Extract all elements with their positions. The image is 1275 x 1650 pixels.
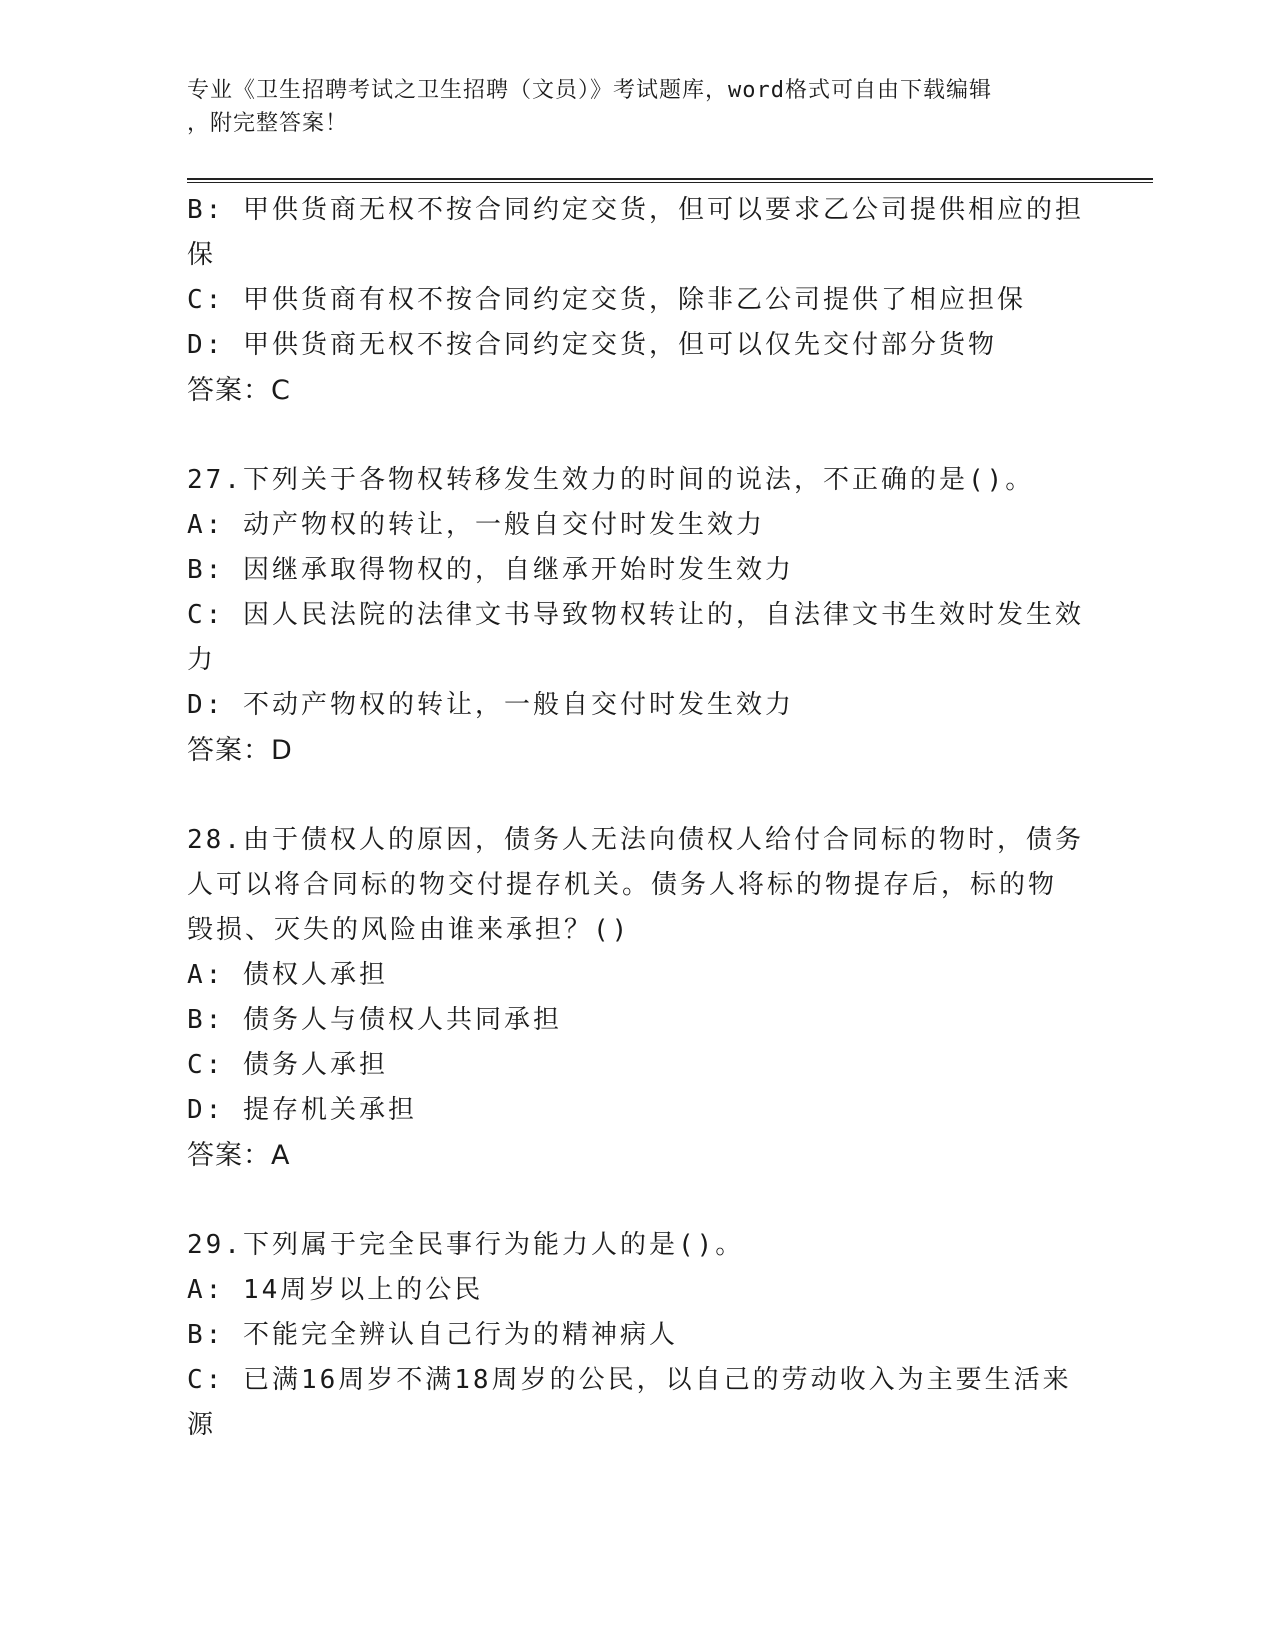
question-26-tail bbox=[187, 188, 1087, 413]
q28-question-line-3: 毁损、灭失的风险由谁来承担？() bbox=[187, 915, 631, 945]
q29-option-b: B: 不能完全辨认自己行为的精神病人 bbox=[187, 1320, 678, 1350]
q26-option-b-line-2: 保 bbox=[187, 240, 217, 270]
question-content bbox=[187, 188, 1087, 1448]
spacer bbox=[187, 413, 1087, 458]
q28-question-line-1: 28.由于债权人的原因，债务人无法向债权人给付合同标的物时，债务 bbox=[187, 825, 1084, 855]
q28-option-d: D: 提存机关承担 bbox=[187, 1095, 417, 1125]
question-29 bbox=[187, 1223, 1087, 1448]
q26-option-c: C: 甲供货商有权不按合同约定交货，除非乙公司提供了相应担保 bbox=[187, 285, 1026, 315]
q28-option-b: B: 债务人与债权人共同承担 bbox=[187, 1005, 562, 1035]
spacer bbox=[187, 773, 1087, 818]
q26-option-d: D: 甲供货商无权不按合同约定交货，但可以仅先交付部分货物 bbox=[187, 330, 997, 360]
q29-option-a: A: 14周岁以上的公民 bbox=[187, 1275, 484, 1305]
q26-option-b-line-1: B: 甲供货商无权不按合同约定交货，但可以要求乙公司提供相应的担 bbox=[187, 195, 1084, 225]
q27-option-c-line-2: 力 bbox=[187, 645, 217, 675]
q27-option-b: B: 因继承取得物权的，自继承开始时发生效力 bbox=[187, 555, 794, 585]
q27-option-c-line-1: C: 因人民法院的法律文书导致物权转让的，自法律文书生效时发生效 bbox=[187, 600, 1084, 630]
q28-option-c: C: 债务人承担 bbox=[187, 1050, 388, 1080]
q26-answer: 答案：C bbox=[187, 375, 291, 406]
q29-option-c-line-1: C: 已满16周岁不满18周岁的公民，以自己的劳动收入为主要生活来 bbox=[187, 1365, 1072, 1395]
header-line-1: 专业《卫生招聘考试之卫生招聘（文员）》考试题库，word格式可自由下载编辑 bbox=[187, 78, 992, 103]
q27-option-d: D: 不动产物权的转让，一般自交付时发生效力 bbox=[187, 690, 794, 720]
header-line-2: ，附完整答案！ bbox=[187, 111, 349, 136]
spacer bbox=[187, 1178, 1087, 1223]
q29-option-c-line-2: 源 bbox=[187, 1410, 217, 1440]
q27-answer: 答案：D bbox=[187, 735, 293, 766]
q28-question-line-2: 人可以将合同标的物交付提存机关。债务人将标的物提存后，标的物 bbox=[187, 870, 1058, 900]
q27-question: 27.下列关于各物权转移发生效力的时间的说法，不正确的是()。 bbox=[187, 465, 1035, 495]
header-divider bbox=[187, 178, 1153, 183]
question-27 bbox=[187, 458, 1087, 773]
question-28 bbox=[187, 818, 1087, 1178]
q28-option-a: A: 债权人承担 bbox=[187, 960, 388, 990]
q29-question: 29.下列属于完全民事行为能力人的是()。 bbox=[187, 1230, 745, 1260]
q27-option-a: A: 动产物权的转让，一般自交付时发生效力 bbox=[187, 510, 765, 540]
q28-answer: 答案：A bbox=[187, 1140, 291, 1171]
document-header bbox=[187, 74, 1067, 140]
